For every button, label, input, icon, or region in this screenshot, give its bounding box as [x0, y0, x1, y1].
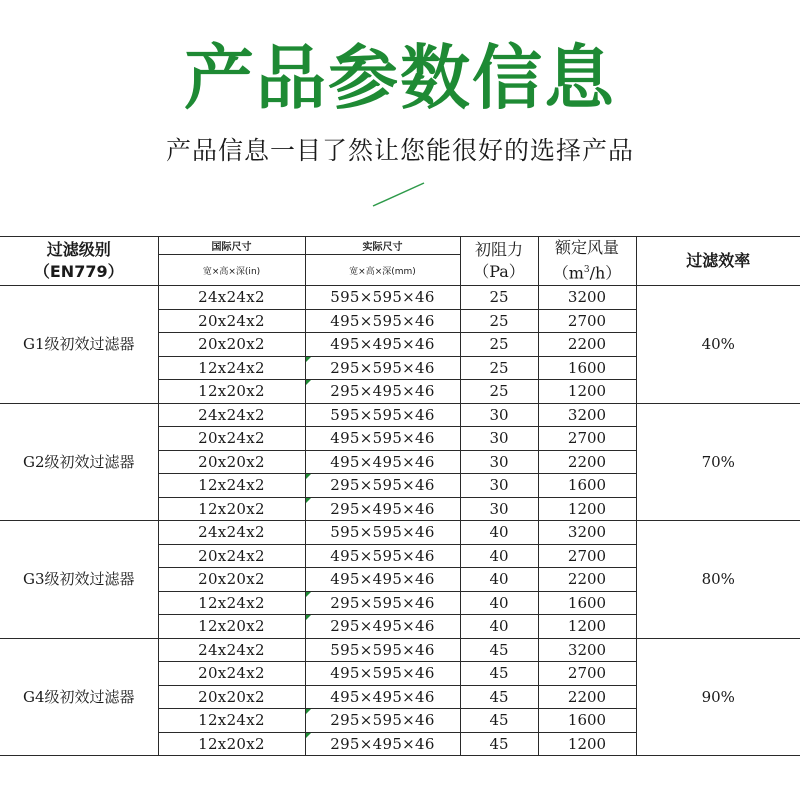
spec-table-header: [0, 237, 800, 286]
intl-size-cell: 24x24x2: [158, 403, 305, 427]
airflow-cell: 2200: [538, 450, 636, 474]
intl-size-cell: 12x24x2: [158, 474, 305, 498]
actual-size-cell: 495×595×46: [305, 662, 460, 686]
airflow-cell: 3200: [538, 521, 636, 545]
actual-size-cell: 495×495×46: [305, 685, 460, 709]
filter-grade-cell: G3级初效过滤器: [0, 521, 158, 639]
resistance-cell: 30: [460, 474, 538, 498]
resistance-cell: 25: [460, 333, 538, 357]
page-title: 产品参数信息: [184, 37, 616, 119]
actual-size-cell: 295×595×46: [305, 709, 460, 733]
resistance-cell: 30: [460, 450, 538, 474]
airflow-unit-prefix: （m: [552, 263, 584, 283]
filter-grade-cell: G1级初效过滤器: [0, 286, 158, 404]
header-actual-size-unit: 宽×高×深(mm): [305, 255, 460, 286]
airflow-cell: 3200: [538, 286, 636, 310]
resistance-cell: 45: [460, 709, 538, 733]
table-row: [0, 403, 800, 427]
filter-grade-cell: G2级初效过滤器: [0, 403, 158, 521]
intl-size-cell: 20x20x2: [158, 685, 305, 709]
actual-size-cell: 595×595×46: [305, 286, 460, 310]
actual-size-cell: 595×595×46: [305, 521, 460, 545]
efficiency-cell: 90%: [636, 638, 800, 756]
intl-size-cell: 20x24x2: [158, 662, 305, 686]
header-grade: [0, 237, 158, 286]
airflow-cell: 2200: [538, 333, 636, 357]
airflow-cell: 2700: [538, 544, 636, 568]
resistance-cell: 25: [460, 356, 538, 380]
efficiency-cell: 80%: [636, 521, 800, 639]
filter-grade-cell: G4级初效过滤器: [0, 638, 158, 756]
resistance-cell: 40: [460, 544, 538, 568]
page-subtitle: 产品信息一目了然让您能很好的选择产品: [165, 136, 634, 165]
airflow-cell: 1600: [538, 709, 636, 733]
airflow-unit-superscript: 3: [583, 265, 590, 276]
table-row: [0, 521, 800, 545]
resistance-cell: 40: [460, 521, 538, 545]
intl-size-cell: 24x24x2: [158, 286, 305, 310]
airflow-cell: 1200: [538, 615, 636, 639]
intl-size-cell: 12x20x2: [158, 615, 305, 639]
efficiency-cell: 70%: [636, 403, 800, 521]
header-airflow-unit: [539, 259, 636, 284]
airflow-cell: 1200: [538, 732, 636, 756]
intl-size-cell: 20x24x2: [158, 544, 305, 568]
header-grade-standard: （EN779）: [33, 262, 124, 281]
intl-size-cell: 24x24x2: [158, 638, 305, 662]
intl-size-cell: 12x24x2: [158, 356, 305, 380]
actual-size-cell: 495×595×46: [305, 544, 460, 568]
header-resistance-label: 初阻力: [474, 240, 523, 259]
table-row: [0, 286, 800, 310]
intl-size-cell: 20x20x2: [158, 333, 305, 357]
header-resistance: [460, 237, 538, 286]
airflow-cell: 1600: [538, 591, 636, 615]
resistance-cell: 30: [460, 427, 538, 451]
intl-size-cell: 20x20x2: [158, 568, 305, 592]
resistance-cell: 30: [460, 497, 538, 521]
header-efficiency: 过滤效率: [636, 237, 800, 286]
resistance-cell: 25: [460, 286, 538, 310]
header-airflow: [538, 237, 636, 286]
resistance-cell: 45: [460, 638, 538, 662]
airflow-cell: 3200: [538, 638, 636, 662]
resistance-cell: 25: [460, 309, 538, 333]
actual-size-cell: 295×595×46: [305, 474, 460, 498]
intl-size-cell: 20x20x2: [158, 450, 305, 474]
actual-size-cell: 595×595×46: [305, 403, 460, 427]
resistance-cell: 30: [460, 403, 538, 427]
airflow-cell: 1200: [538, 380, 636, 404]
header-grade-label: 过滤级别: [46, 240, 111, 259]
resistance-cell: 40: [460, 591, 538, 615]
header-airflow-label: 额定风量: [554, 238, 619, 258]
header-intl-size: 国际尺寸: [158, 237, 305, 255]
efficiency-cell: 40%: [636, 286, 800, 404]
resistance-cell: 45: [460, 732, 538, 756]
intl-size-cell: 12x24x2: [158, 591, 305, 615]
airflow-unit-suffix: /h）: [589, 263, 622, 283]
resistance-cell: 40: [460, 568, 538, 592]
actual-size-cell: 295×495×46: [305, 497, 460, 521]
airflow-cell: 2200: [538, 685, 636, 709]
resistance-cell: 45: [460, 685, 538, 709]
airflow-cell: 3200: [538, 403, 636, 427]
resistance-cell: 45: [460, 662, 538, 686]
intl-size-cell: 12x24x2: [158, 709, 305, 733]
intl-size-cell: 12x20x2: [158, 497, 305, 521]
actual-size-cell: 295×595×46: [305, 356, 460, 380]
airflow-cell: 2700: [538, 309, 636, 333]
airflow-cell: 2200: [538, 568, 636, 592]
spec-table-body: [0, 286, 800, 756]
airflow-cell: 2700: [538, 662, 636, 686]
intl-size-cell: 24x24x2: [158, 521, 305, 545]
header-resistance-unit: （Pa）: [473, 262, 525, 281]
actual-size-cell: 495×595×46: [305, 427, 460, 451]
table-row: [0, 638, 800, 662]
resistance-cell: 40: [460, 615, 538, 639]
intl-size-cell: 20x24x2: [158, 427, 305, 451]
airflow-cell: 2700: [538, 427, 636, 451]
actual-size-cell: 495×495×46: [305, 568, 460, 592]
airflow-cell: 1200: [538, 497, 636, 521]
actual-size-cell: 495×595×46: [305, 309, 460, 333]
product-spec-table: [0, 236, 800, 756]
actual-size-cell: 295×595×46: [305, 591, 460, 615]
intl-size-cell: 12x20x2: [158, 380, 305, 404]
resistance-cell: 25: [460, 380, 538, 404]
intl-size-cell: 12x20x2: [158, 732, 305, 756]
airflow-cell: 1600: [538, 474, 636, 498]
actual-size-cell: 295×495×46: [305, 615, 460, 639]
actual-size-cell: 295×495×46: [305, 380, 460, 404]
actual-size-cell: 295×495×46: [305, 732, 460, 756]
intl-size-cell: 20x24x2: [158, 309, 305, 333]
header-actual-size: 实际尺寸: [305, 237, 460, 255]
actual-size-cell: 495×495×46: [305, 333, 460, 357]
decorative-accent-line: [370, 180, 430, 210]
actual-size-cell: 595×595×46: [305, 638, 460, 662]
actual-size-cell: 495×495×46: [305, 450, 460, 474]
header-intl-size-unit: 宽×高×深(in): [158, 255, 305, 286]
airflow-cell: 1600: [538, 356, 636, 380]
